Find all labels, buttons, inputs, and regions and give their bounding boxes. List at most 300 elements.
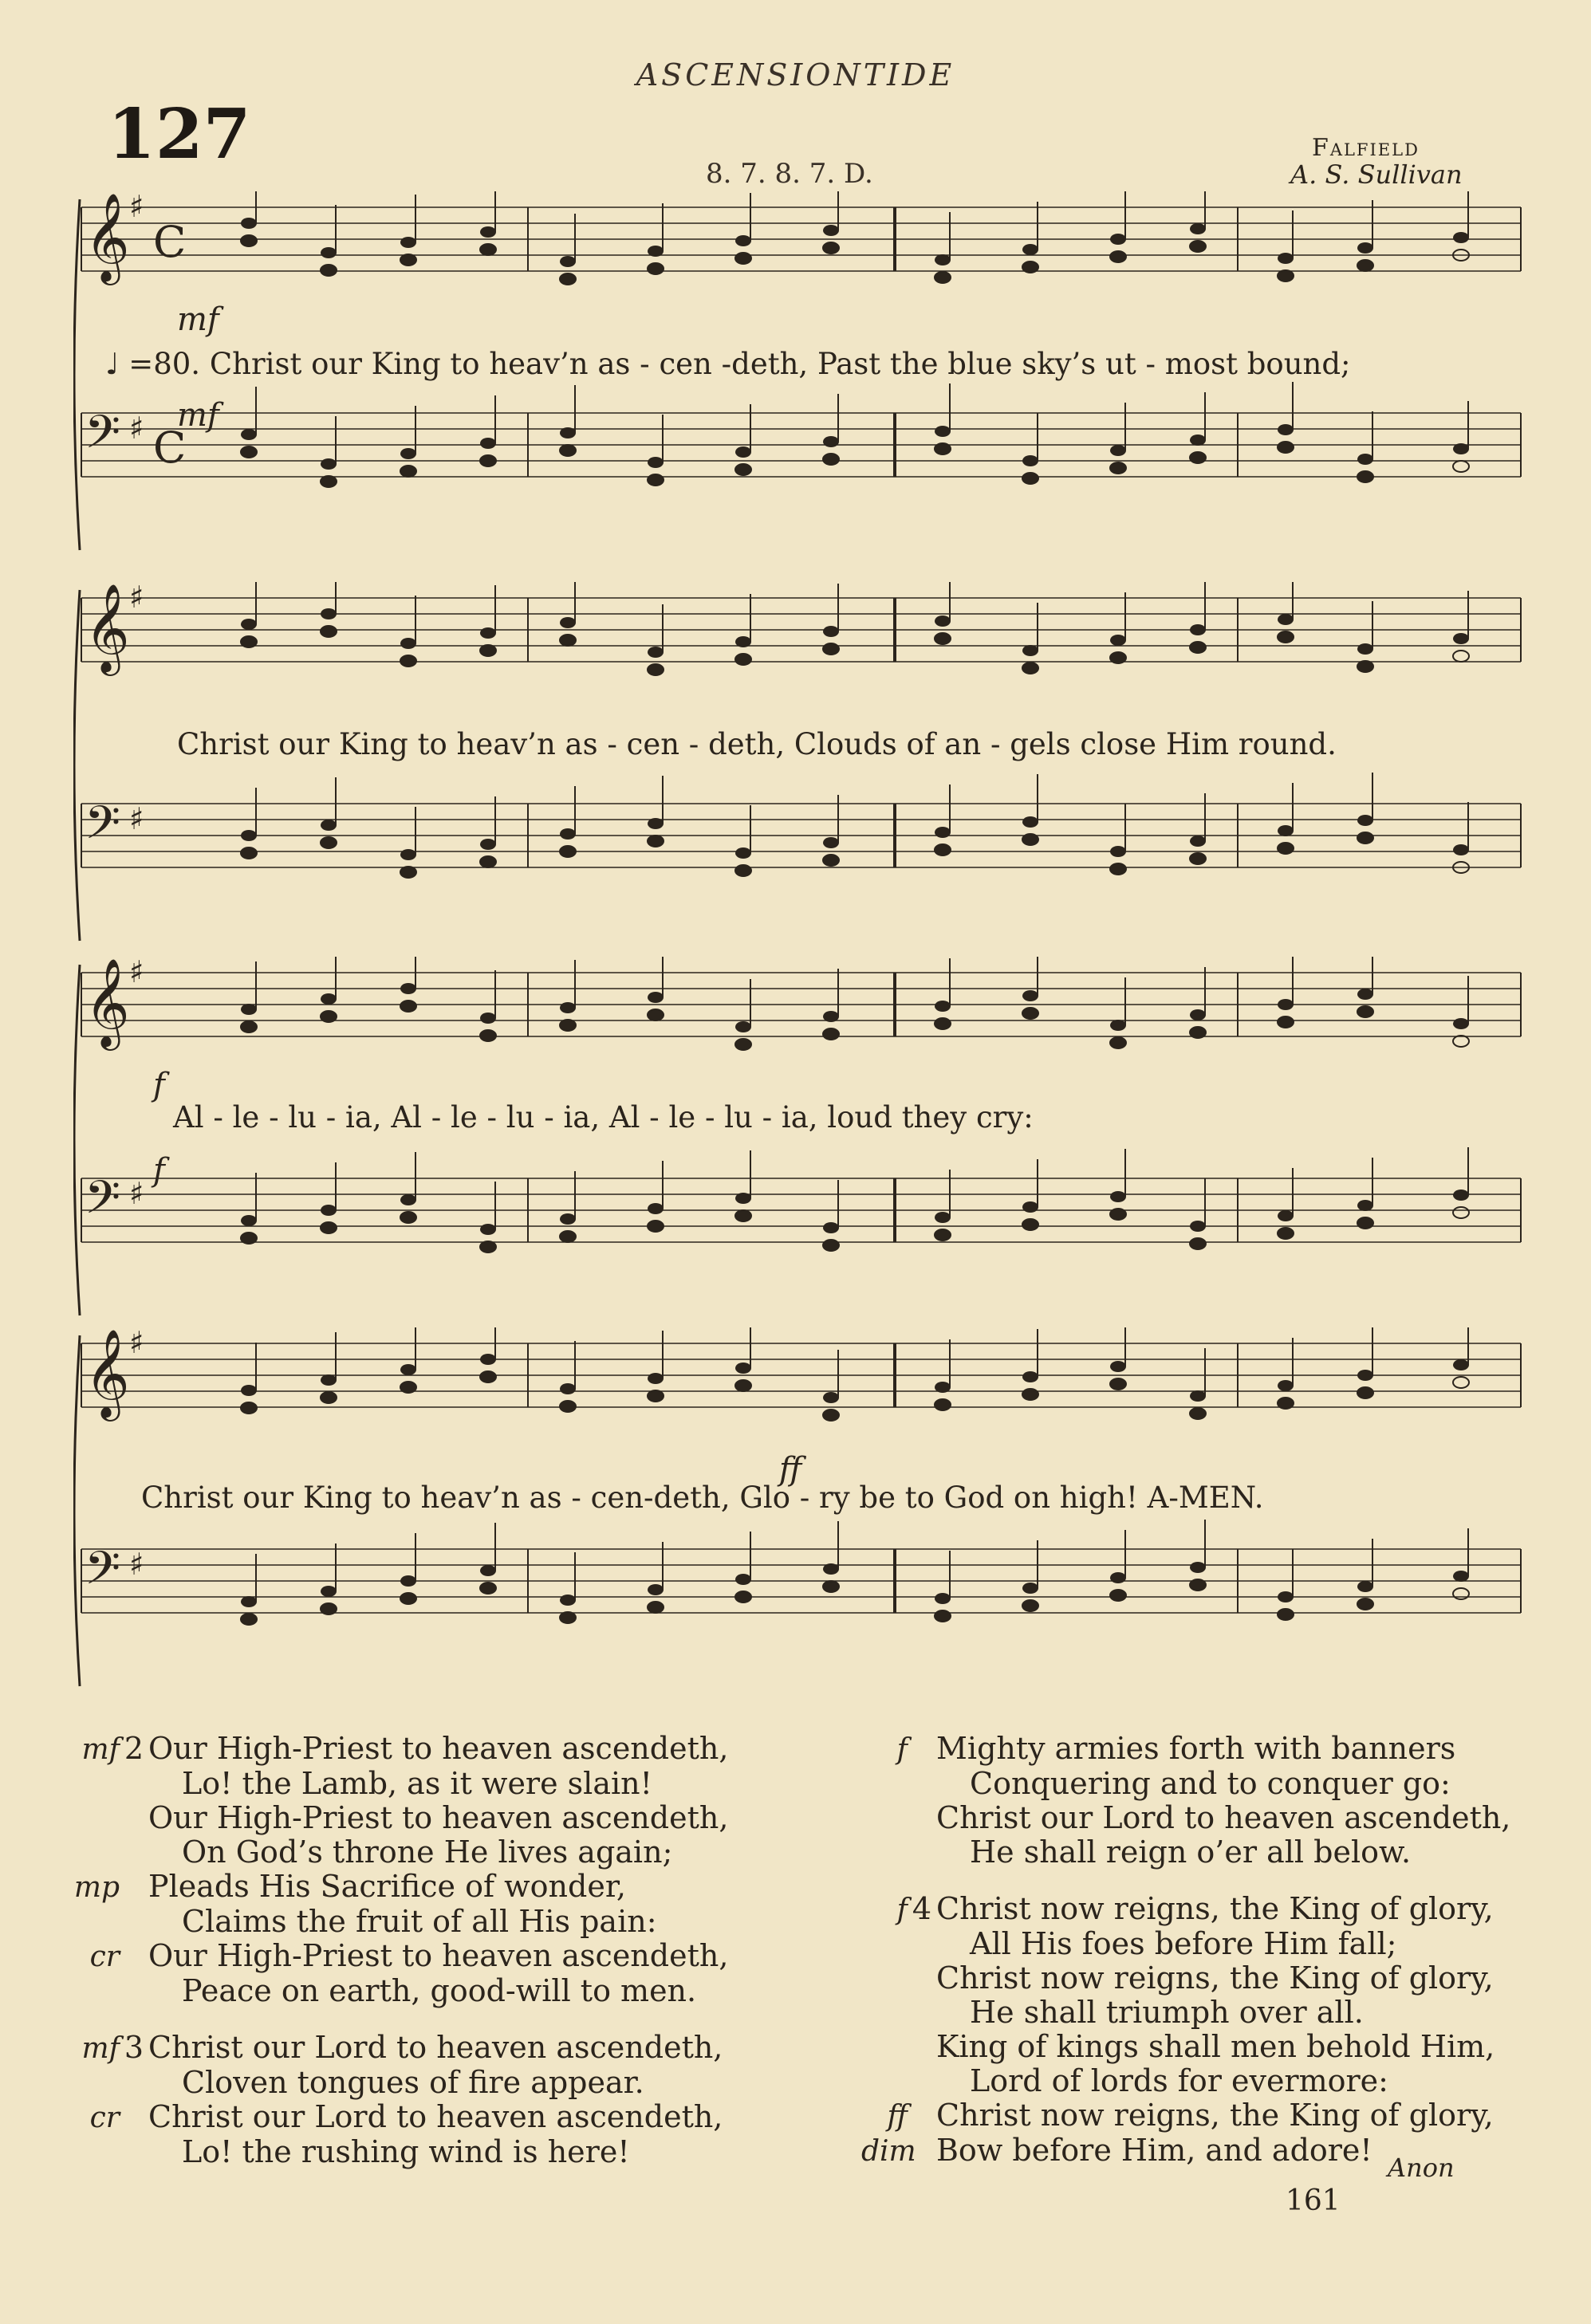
key-signature-sharp-icon: ♯ (129, 801, 144, 836)
note-head-icon (321, 1205, 337, 1216)
note-head-icon (648, 1221, 664, 1232)
note-head-icon (1357, 989, 1373, 1000)
note-head-icon (1453, 651, 1469, 662)
dynamic-mark: mf (81, 2032, 120, 2065)
author-credit: Anon (1388, 2153, 1455, 2183)
note-head-icon (735, 1591, 751, 1602)
note-head-icon (1190, 853, 1206, 864)
note-head-icon (648, 1373, 664, 1384)
key-signature-sharp-icon: ♯ (129, 1547, 144, 1582)
note-head-icon (648, 1584, 664, 1595)
note-head-icon (560, 256, 576, 267)
note-head-icon (480, 627, 496, 639)
note-head-icon (480, 1583, 496, 1594)
note-head-icon (400, 1382, 416, 1393)
note-head-icon (935, 426, 951, 437)
verse-text: Lo! the Lamb, as it were slain! (182, 1766, 652, 1801)
note-head-icon (823, 1028, 839, 1040)
verse-number: 4 (912, 1891, 932, 1926)
note-head-icon (480, 438, 496, 449)
note-head-icon (735, 1574, 751, 1585)
key-signature-sharp-icon: ♯ (129, 1327, 144, 1360)
note-head-icon (1022, 990, 1038, 1001)
note-head-icon (735, 253, 751, 264)
note-head-icon (480, 839, 496, 850)
note-head-icon (1357, 643, 1373, 655)
note-head-icon (480, 244, 496, 255)
note-head-icon (560, 1231, 576, 1242)
note-head-icon (935, 633, 951, 644)
note-head-icon (1022, 1371, 1038, 1382)
verse-line (73, 1767, 791, 1801)
note-head-icon (1357, 1217, 1373, 1229)
note-head-icon (1190, 1009, 1206, 1020)
note-head-icon (480, 1354, 496, 1365)
verse-text: Christ our Lord to heaven ascendeth, (148, 2030, 723, 2065)
note-head-icon (648, 1009, 664, 1020)
note-head-icon (560, 1401, 576, 1412)
verse-text: Christ our Lord to heaven ascendeth, (148, 2099, 723, 2134)
note-head-icon (400, 638, 416, 649)
note-head-icon (1022, 834, 1038, 845)
treble-dynamic: ff (779, 1451, 802, 1488)
note-head-icon (560, 445, 576, 456)
verse-text: Conquering and to conquer go: (970, 1766, 1451, 1801)
note-head-icon (1357, 471, 1373, 482)
note-head-icon (321, 626, 337, 637)
dynamic-mark: ff (887, 2100, 908, 2133)
note-head-icon (1357, 1581, 1373, 1592)
key-signature-sharp-icon: ♯ (129, 411, 144, 446)
note-head-icon (480, 856, 496, 867)
note-head-icon (648, 263, 664, 274)
lyric-line-4: Christ our King to heav’n as - cen-deth, Glo - ry be to God on high! A-MEN. (141, 1481, 1264, 1515)
note-head-icon (823, 1392, 839, 1403)
note-head-icon (1110, 234, 1126, 245)
note-head-icon (480, 1565, 496, 1576)
note-head-icon (648, 647, 664, 658)
note-head-icon (480, 1371, 496, 1382)
verse-text: Our High-Priest to heaven ascendeth, (148, 1800, 729, 1835)
page-number: 161 (1286, 2184, 1341, 2217)
note-head-icon (735, 1021, 751, 1032)
music-system-1 (73, 191, 1525, 574)
note-head-icon (1453, 1571, 1469, 1582)
verse-line (861, 2030, 1547, 2064)
dynamic-mark: f (896, 1733, 908, 1766)
note-head-icon (1022, 1389, 1038, 1400)
system-brace (74, 965, 80, 1315)
key-signature-sharp-icon: ♯ (129, 957, 144, 989)
note-head-icon (1110, 1590, 1126, 1601)
note-head-icon (321, 265, 337, 276)
treble-dynamic: f (153, 1067, 165, 1103)
note-head-icon (1022, 1219, 1038, 1230)
note-head-icon (648, 474, 664, 486)
note-head-icon (735, 1210, 751, 1221)
note-head-icon (400, 867, 416, 878)
verse-block (73, 2031, 791, 2169)
verse-line (861, 1927, 1547, 1961)
note-head-icon (735, 865, 751, 876)
note-head-icon (1190, 1390, 1206, 1402)
treble-clef-icon: 𝄞 (85, 192, 130, 281)
system-brace (74, 1335, 80, 1686)
note-head-icon (241, 1402, 257, 1414)
bass-dynamic: f (153, 1152, 165, 1189)
treble-clef-icon: 𝄞 (85, 1328, 130, 1418)
dynamic-mark: cr (89, 2102, 120, 2134)
treble-dynamic: mf (177, 301, 219, 338)
verse-block (73, 1732, 791, 2008)
note-head-icon (735, 1039, 751, 1050)
note-head-icon (935, 1382, 951, 1393)
note-head-icon (400, 1001, 416, 1012)
note-head-icon (1278, 1228, 1294, 1239)
note-head-icon (935, 1229, 951, 1241)
note-head-icon (560, 1213, 576, 1225)
treble-clef-icon: 𝄞 (85, 958, 130, 1047)
note-head-icon (1453, 1190, 1469, 1201)
note-head-icon (480, 645, 496, 656)
note-head-icon (1110, 445, 1126, 456)
note-head-icon (735, 235, 751, 246)
dynamic-mark: mf (81, 1733, 120, 1766)
note-head-icon (1190, 1562, 1206, 1573)
verse-text: All His foes before Him fall; (970, 1926, 1397, 1961)
note-head-icon (1357, 1006, 1373, 1017)
note-head-icon (1357, 454, 1373, 465)
system-brace (74, 590, 80, 941)
verse-text: Christ now reigns, the King of glory, (936, 1960, 1494, 1996)
verse-line (861, 2098, 1547, 2133)
note-head-icon (400, 1593, 416, 1604)
note-head-icon (1190, 642, 1206, 653)
note-head-icon (321, 1222, 337, 1233)
bass-clef-icon: 𝄢 (85, 1541, 121, 1606)
note-head-icon (1357, 832, 1373, 843)
note-head-icon (1453, 1036, 1469, 1047)
note-head-icon (1190, 1221, 1206, 1232)
note-head-icon (1357, 1387, 1373, 1398)
note-head-icon (1453, 844, 1469, 855)
note-head-icon (735, 1380, 751, 1391)
note-head-icon (1278, 631, 1294, 643)
music-system-2 (73, 582, 1525, 965)
verse-text: Claims the fruit of all His pain: (182, 1904, 657, 1939)
note-head-icon (1357, 661, 1373, 672)
key-signature-sharp-icon: ♯ (129, 582, 144, 615)
note-head-icon (735, 847, 751, 859)
note-head-icon (1110, 462, 1126, 474)
verse-line (73, 1835, 791, 1870)
note-head-icon (400, 1575, 416, 1587)
note-head-icon (241, 1233, 257, 1244)
lyric-line-3: Al - le - lu - ia, Al - le - lu - ia, Al - le - lu - ia, loud they cry: (173, 1100, 1034, 1134)
note-head-icon (1110, 1361, 1126, 1372)
note-head-icon (823, 1581, 839, 1592)
note-head-icon (321, 608, 337, 619)
note-head-icon (321, 1392, 337, 1403)
note-head-icon (321, 476, 337, 487)
note-head-icon (1110, 1037, 1126, 1048)
note-head-icon (823, 225, 839, 236)
note-head-icon (1278, 1591, 1294, 1602)
note-head-icon (241, 235, 257, 246)
verse-line (73, 2031, 791, 2066)
note-head-icon (735, 1193, 751, 1204)
quarter-note-icon: ♩ (105, 347, 129, 381)
note-head-icon (480, 455, 496, 466)
note-head-icon (648, 1602, 664, 1613)
verse-text: Christ now reigns, the King of glory, (936, 1891, 1494, 1926)
verse-text: Mighty armies forth with banners (936, 1731, 1456, 1766)
music-system-3 (73, 957, 1525, 1339)
note-head-icon (648, 246, 664, 257)
verse-text: Pleads His Sacrifice of wonder, (148, 1869, 626, 1904)
note-head-icon (1278, 424, 1294, 435)
note-head-icon (935, 827, 951, 838)
note-head-icon (1110, 846, 1126, 857)
note-head-icon (1190, 836, 1206, 847)
verse-block (861, 1892, 1547, 2169)
verse-number: 2 (124, 1731, 144, 1766)
verse-line (861, 1835, 1547, 1870)
verse-line (73, 2100, 791, 2135)
note-head-icon (823, 855, 839, 866)
note-head-icon (1022, 663, 1038, 674)
lyric-text: Christ our King to heav’n as - cen -deth, Past the blue sky’s ut - most bound; (209, 347, 1351, 381)
note-head-icon (321, 1603, 337, 1614)
verse-line (73, 1801, 791, 1835)
note-head-icon (321, 837, 337, 848)
note-head-icon (1453, 1018, 1469, 1029)
note-head-icon (1022, 261, 1038, 273)
note-head-icon (241, 1021, 257, 1032)
note-head-icon (735, 1363, 751, 1374)
tempo-marking: =80. (128, 347, 201, 381)
verse-text: On God’s throne He lives again; (182, 1834, 673, 1870)
note-head-icon (321, 458, 337, 470)
note-head-icon (560, 617, 576, 628)
note-head-icon (1022, 244, 1038, 255)
dynamic-mark: mp (73, 1871, 120, 1904)
verse-text: He shall reign o’er all below. (970, 1834, 1412, 1870)
verse-line (73, 1905, 791, 1939)
dynamic-mark: f (896, 1893, 908, 1926)
verse-text: Our High-Priest to heaven ascendeth, (148, 1731, 729, 1766)
note-head-icon (1022, 816, 1038, 828)
verse-text: King of kings shall men behold Him, (936, 2029, 1495, 2064)
note-head-icon (823, 1563, 839, 1575)
note-head-icon (1110, 652, 1126, 663)
bass-clef-icon: 𝄢 (85, 1170, 121, 1236)
note-head-icon (400, 254, 416, 265)
dynamic-mark: dim (861, 2135, 916, 2168)
note-head-icon (1022, 455, 1038, 466)
music-system-4 (73, 1327, 1525, 1710)
note-head-icon (241, 1215, 257, 1226)
note-head-icon (1453, 443, 1469, 454)
note-head-icon (1110, 1378, 1126, 1390)
note-head-icon (1022, 1201, 1038, 1213)
note-head-icon (735, 464, 751, 475)
note-head-icon (648, 992, 664, 1003)
note-head-icon (400, 237, 416, 248)
note-head-icon (241, 1614, 257, 1625)
note-head-icon (1278, 442, 1294, 453)
note-head-icon (1190, 435, 1206, 446)
staff-lines-system-3 (73, 957, 1525, 1331)
hymn-number: 127 (108, 94, 251, 175)
verses-left-column (73, 1732, 791, 2192)
note-head-icon (1278, 1609, 1294, 1620)
note-head-icon (480, 1241, 496, 1252)
note-head-icon (648, 818, 664, 829)
verse-text: Lo! the rushing wind is here! (182, 2134, 630, 2169)
note-head-icon (1357, 1598, 1373, 1610)
note-head-icon (1190, 452, 1206, 463)
verse-text: Peace on earth, good-will to men. (182, 1973, 697, 2008)
note-head-icon (935, 615, 951, 627)
note-head-icon (1110, 863, 1126, 875)
note-head-icon (1453, 232, 1469, 243)
note-head-icon (321, 820, 337, 831)
common-time-icon: C (153, 217, 187, 267)
note-head-icon (1278, 1380, 1294, 1391)
verse-text: Cloven tongues of fire appear. (182, 2065, 644, 2100)
note-head-icon (935, 272, 951, 283)
note-head-icon (823, 626, 839, 637)
verse-line (73, 1732, 791, 1767)
note-head-icon (560, 635, 576, 646)
verse-line (861, 1892, 1547, 1927)
note-head-icon (1278, 825, 1294, 836)
verse-text: Our High-Priest to heaven ascendeth, (148, 1938, 729, 1973)
note-head-icon (1357, 242, 1373, 254)
note-head-icon (480, 226, 496, 238)
note-head-icon (1453, 633, 1469, 644)
verse-line (861, 1801, 1547, 1835)
note-head-icon (1022, 1008, 1038, 1019)
note-head-icon (1110, 251, 1126, 262)
note-head-icon (648, 1390, 664, 1402)
note-head-icon (1110, 635, 1126, 646)
note-head-icon (1278, 614, 1294, 625)
note-head-icon (1190, 1027, 1206, 1038)
verse-line (861, 1961, 1547, 1996)
note-head-icon (560, 1020, 576, 1031)
note-head-icon (1278, 1398, 1294, 1409)
verse-line (73, 2066, 791, 2100)
note-head-icon (560, 828, 576, 840)
note-head-icon (560, 846, 576, 857)
note-head-icon (1278, 253, 1294, 264)
verse-line (861, 1996, 1547, 2030)
note-head-icon (241, 1385, 257, 1396)
note-head-icon (1278, 843, 1294, 854)
note-head-icon (1278, 270, 1294, 281)
note-head-icon (648, 1203, 664, 1214)
note-head-icon (1453, 1588, 1469, 1599)
verse-text: Lord of lords for evermore: (970, 2063, 1388, 2098)
note-head-icon (823, 837, 839, 848)
note-head-icon (1190, 1579, 1206, 1591)
bass-dynamic: mf (177, 397, 219, 434)
note-head-icon (560, 1383, 576, 1394)
note-head-icon (735, 654, 751, 665)
verse-text: Christ our Lord to heaven ascendeth, (936, 1800, 1511, 1835)
meter-label: 8. 7. 8. 7. D. (706, 158, 873, 190)
verse-text: He shall triumph over all. (970, 1995, 1364, 2030)
note-head-icon (241, 830, 257, 841)
note-head-icon (823, 1222, 839, 1233)
note-head-icon (1278, 1017, 1294, 1028)
key-signature-sharp-icon: ♯ (129, 1176, 144, 1211)
note-head-icon (1453, 1359, 1469, 1370)
note-head-icon (1022, 645, 1038, 656)
note-head-icon (241, 218, 257, 229)
verse-line (73, 1870, 791, 1905)
note-head-icon (1453, 461, 1469, 472)
note-head-icon (735, 446, 751, 458)
note-head-icon (823, 1240, 839, 1251)
note-head-icon (1022, 1583, 1038, 1594)
note-head-icon (648, 664, 664, 675)
note-head-icon (560, 1595, 576, 1606)
note-head-icon (1190, 624, 1206, 635)
note-head-icon (321, 1011, 337, 1022)
note-head-icon (1110, 1572, 1126, 1583)
note-head-icon (1357, 1370, 1373, 1381)
treble-clef-icon: 𝄞 (85, 583, 130, 672)
note-head-icon (935, 1212, 951, 1223)
bass-clef-icon: 𝄢 (85, 796, 121, 861)
note-head-icon (1110, 1020, 1126, 1031)
note-head-icon (1453, 1207, 1469, 1218)
note-head-icon (935, 254, 951, 265)
note-head-icon (1190, 1238, 1206, 1249)
note-head-icon (241, 1596, 257, 1607)
note-head-icon (321, 1374, 337, 1386)
note-head-icon (1190, 223, 1206, 234)
note-head-icon (935, 1399, 951, 1410)
note-head-icon (735, 636, 751, 647)
note-head-icon (935, 443, 951, 454)
verse-line (73, 2135, 791, 2169)
note-head-icon (1190, 241, 1206, 252)
note-head-icon (823, 242, 839, 254)
note-head-icon (400, 983, 416, 994)
dynamic-mark: cr (89, 1941, 120, 1973)
note-head-icon (935, 1018, 951, 1029)
note-head-icon (241, 619, 257, 630)
note-head-icon (480, 1224, 496, 1235)
note-head-icon (321, 993, 337, 1005)
note-head-icon (400, 1364, 416, 1375)
note-head-icon (823, 436, 839, 447)
note-head-icon (648, 457, 664, 468)
note-head-icon (560, 1002, 576, 1013)
note-head-icon (1190, 1408, 1206, 1419)
note-head-icon (321, 247, 337, 258)
note-head-icon (241, 429, 257, 440)
note-head-icon (560, 273, 576, 285)
verse-line (861, 1767, 1547, 1801)
note-head-icon (1022, 1600, 1038, 1611)
note-head-icon (241, 847, 257, 859)
note-head-icon (1357, 260, 1373, 271)
